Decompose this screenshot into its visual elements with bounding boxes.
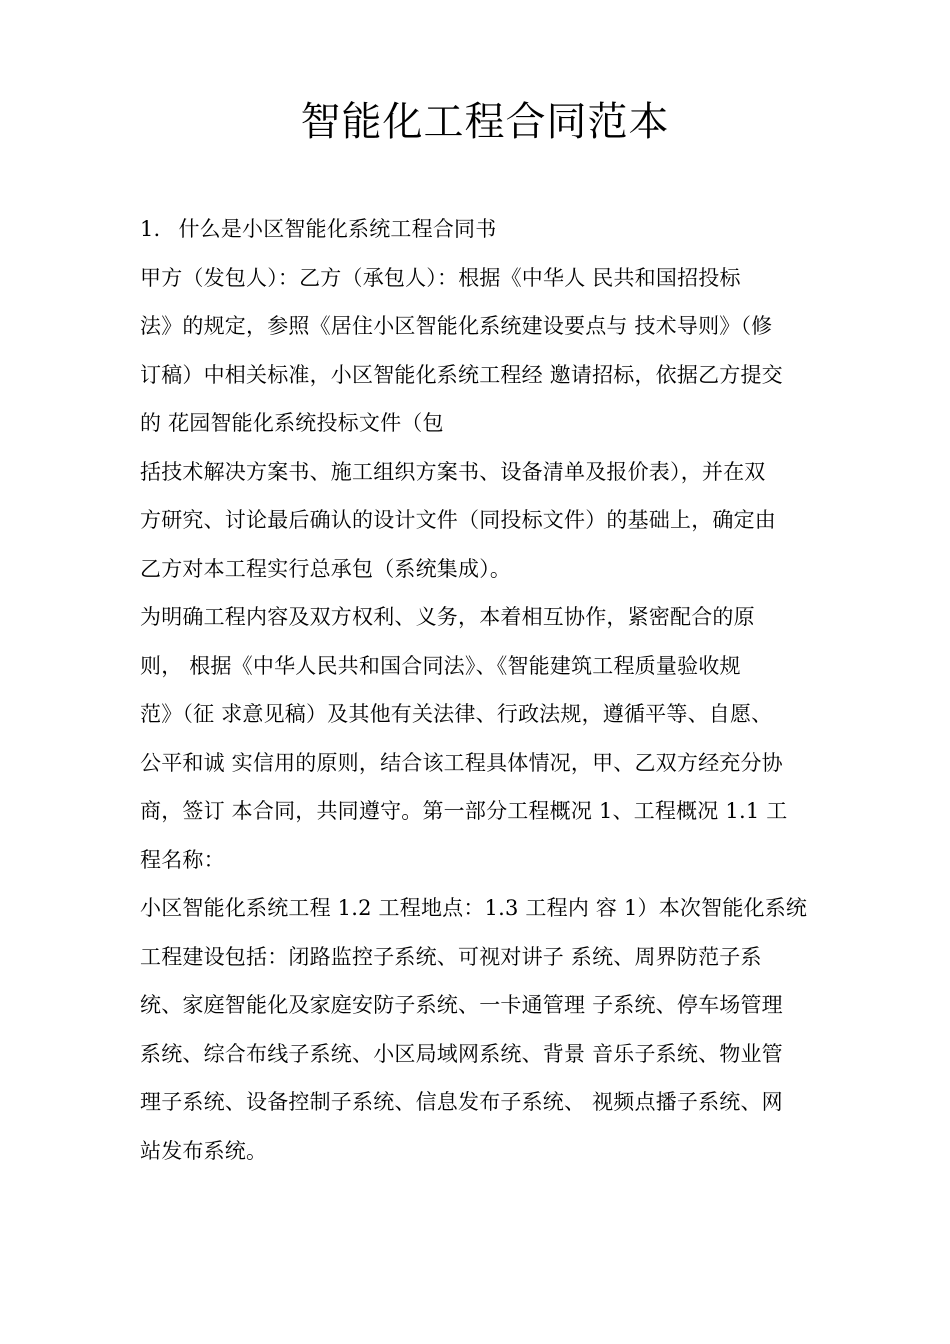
document-title: 智能化工程合同范本 (300, 99, 670, 145)
text-line: 范》（征 求意见稿）及其他有关法律、行政法规，遵循平等、自愿、 (140, 702, 773, 726)
text-line: 订稿）中相关标准，小区智能化系统工程经 邀请招标，依据乙方提交 (140, 362, 783, 387)
text-line: 为明确工程内容及双方权利、义务，本着相互协作，紧密配合的原 (140, 605, 755, 629)
document-body (140, 205, 830, 1175)
text-line: 的 花园智能化系统投标文件（包 (140, 411, 444, 435)
text-line: 则， 根据《中华人民共和国合同法》、《智能建筑工程质量验收规 (140, 653, 741, 678)
text-line: 工程建设包括：闭路监控子系统、可视对讲子 系统、周界防范子系 (140, 944, 762, 969)
text-line: 系统、综合布线子系统、小区局域网系统、背景 音乐子系统、物业管 (140, 1041, 783, 1066)
paragraph-1 (140, 254, 830, 448)
text-line: 法》的规定，参照《居住小区智能化系统建设要点与 技术导则》（修 (140, 314, 773, 338)
text-line: 括技术解决方案书、施工组织方案书、设备清单及报价表），并在双 (140, 459, 766, 484)
text-line: 方研究、讨论最后确认的设计文件（同投标文件）的基础上，确定由 (140, 508, 776, 532)
section-heading (140, 205, 830, 254)
document-page (140, 0, 830, 1344)
paragraph-2 (140, 448, 830, 594)
section-number: 1. (140, 217, 161, 241)
paragraph-4 (140, 884, 830, 1175)
text-line: 商，签订 本合同，共同遵守。第一部分工程概况 1、工程概况 1.1 工 (140, 799, 788, 823)
paragraph-3 (140, 593, 830, 884)
text-line: 乙方对本工程实行总承包（系统集成）。 (140, 556, 512, 581)
section-heading-text: 什么是小区智能化系统工程合同书 (178, 217, 497, 241)
text-line: 公平和诚 实信用的原则，结合该工程具体情况，甲、乙双方经充分协 (140, 750, 783, 775)
text-line: 站发布系统。 (140, 1138, 268, 1163)
text-line: 程名称： (140, 847, 225, 872)
text-line: 理子系统、设备控制子系统、信息发布子系统、 视频点播子系统、网 (140, 1090, 783, 1114)
text-line: 小区智能化系统工程 1.2 工程地点：1.3 工程内 容 1）本次智能化系统 (140, 896, 808, 920)
text-line: 甲方（发包人）：乙方（承包人）：根据《中华人 民共和国招投标 (140, 265, 741, 290)
text-line: 统、家庭智能化及家庭安防子系统、一卡通管理 子系统、停车场管理 (140, 993, 783, 1017)
